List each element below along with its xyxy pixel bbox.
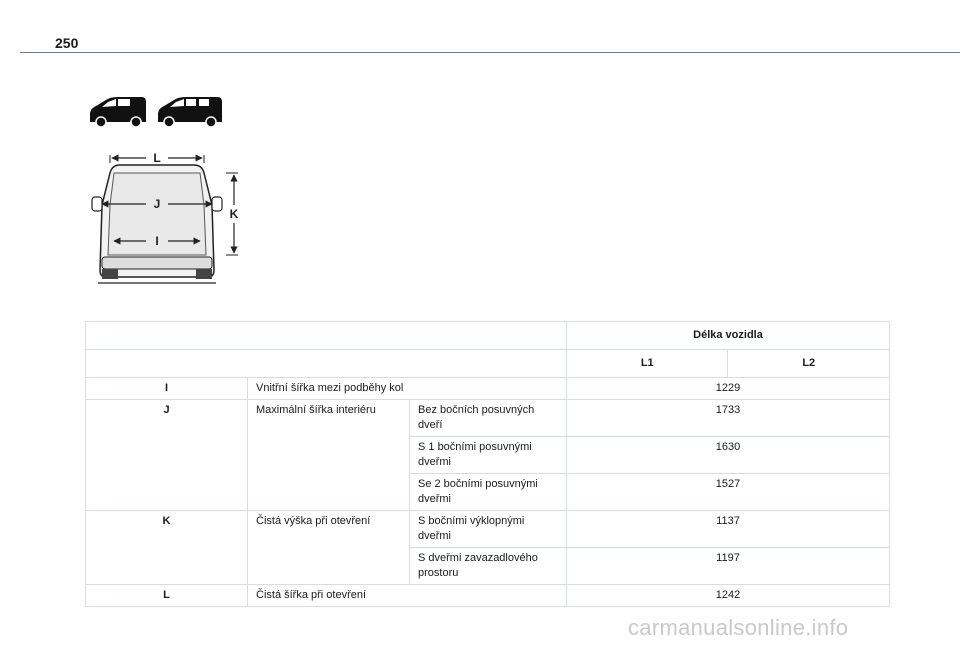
row-subcondition: S dveřmi zavazadlového prostoru [410,548,567,585]
header-divider [20,52,960,53]
table-row [86,511,890,548]
row-subcondition: S bočními výklopnými dveřmi [410,511,567,548]
table-header-row [86,322,890,350]
row-subcondition: S 1 bočními posuvnými dveřmi [410,437,567,474]
table-header-blank [86,322,567,350]
row-code: I [86,378,248,400]
row-value: 1527 [567,474,890,511]
dimensions-table [85,321,890,607]
row-description: Vnitřní šířka mezi podběhy kol [248,378,567,400]
dimension-label-i: I [155,234,159,248]
table-subheader-blank [86,350,567,378]
row-value: 1197 [567,548,890,585]
row-description: Maximální šířka interiéru [248,400,410,511]
page-number: 250 [55,35,79,51]
dimension-label-k: K [229,207,239,221]
table-row [86,400,890,437]
rear-view-dimension-diagram [88,145,248,290]
table-header-group: Délka vozidla [567,322,890,350]
row-description: Čistá šířka při otevření [248,585,567,607]
row-subcondition: Se 2 bočními posuvnými dveřmi [410,474,567,511]
row-code: K [86,511,248,585]
table-row [86,378,890,400]
row-value: 1630 [567,437,890,474]
table-row [86,585,890,607]
row-value: 1137 [567,511,890,548]
row-code: J [86,400,248,511]
dimension-label-j: J [153,197,161,211]
van-long-icon [158,97,222,127]
row-subcondition: Bez bočních posuvných dveří [410,400,567,437]
column-header-l1: L1 [567,350,728,378]
row-value: 1229 [567,378,890,400]
row-code: L [86,585,248,607]
table-subheader-row [86,350,890,378]
row-value: 1242 [567,585,890,607]
watermark: carmanualsonline.info [628,615,849,640]
dimension-label-l: L [153,151,161,165]
van-short-icon [90,97,146,127]
column-header-l2: L2 [728,350,890,378]
row-value: 1733 [567,400,890,437]
vehicle-silhouettes-icon [88,96,223,128]
row-description: Čistá výška při otevření [248,511,410,585]
